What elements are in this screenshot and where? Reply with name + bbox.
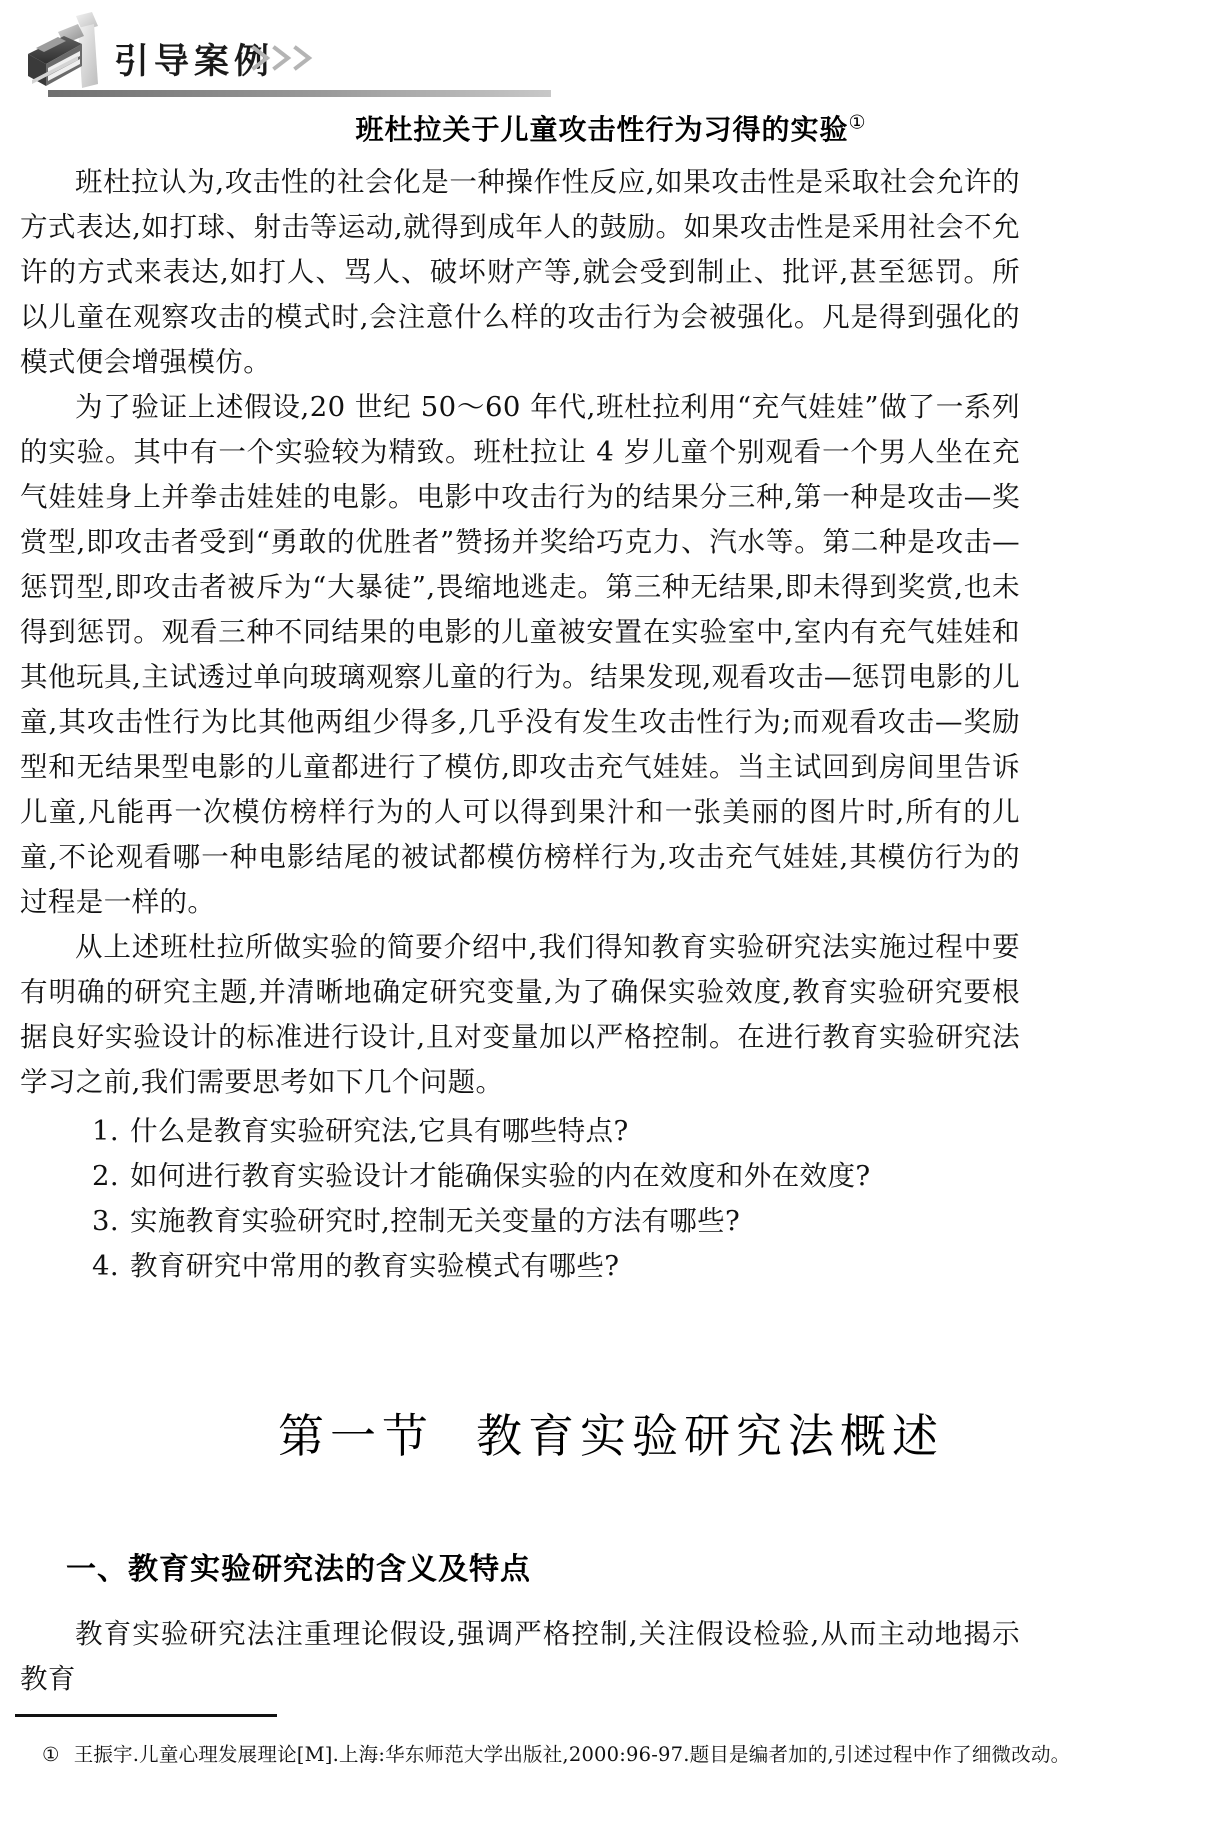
- footnote-divider: [15, 1714, 277, 1717]
- paragraph: 教育实验研究法注重理论假设,强调严格控制,关注假设检验,从而主动地揭示教育: [20, 1618, 1020, 1695]
- list-item-text: 什么是教育实验研究法,它具有哪些特点?: [130, 1115, 629, 1147]
- list-item: [20, 1154, 1020, 1199]
- list-item: [20, 1109, 1020, 1154]
- list-item-text: 教育研究中常用的教育实验模式有哪些?: [130, 1250, 620, 1282]
- page-title-text: 班杜拉关于儿童攻击性行为习得的实验: [355, 113, 849, 146]
- paragraph: 班杜拉认为,攻击性的社会化是一种操作性反应,如果攻击性是采取社会允许的方式表达,如打球、射击等运动,就得到成年人的鼓励。如果攻击性是采用社会不允许的方式来表达,如打人、骂人、破坏财产等,就会受到制止、批评,甚至惩罚。所以儿童在观察攻击的模式时,会注意什么样的攻击行为会被强化。凡是得到强化的模式便会增强模仿。: [20, 166, 1020, 378]
- paragraph: 为了验证上述假设,20 世纪 50～60 年代,班杜拉利用“充气娃娃”做了一系列的实验。其中有一个实验较为精致。班杜拉让 4 岁儿童个别观看一个男人坐在充气娃娃身上并拳击娃娃的电影。电影中攻击行为的结果分三种,第一种是攻击—奖赏型,即攻击者受到“勇敢的优胜者”赞扬并奖给巧克力、汽水等。第二种是攻击—惩罚型,即攻击者被斥为“大暴徒”,畏缩地逃走。第三种无结果,即未得到奖赏,也未得到惩罚。观看三种不同结果的电影的儿童被安置在实验室中,室内有充气娃娃和其他玩具,主试透过单向玻璃观察儿童的行为。结果发现,观看攻击—惩罚电影的儿童,其攻击性行为比其他两组少得多,几乎没有发生攻击性行为;而观看攻击—奖励型和无结果型电影的儿童都进行了模仿,即攻击充气娃娃。当主试回到房间里告诉儿童,凡能再一次模仿榜样行为的人可以得到果汁和一张美丽的图片时,所有的儿童,不论观看哪一种电影结尾的被试都模仿榜样行为,攻击充气娃娃,其模仿行为的过程是一样的。: [20, 391, 1020, 918]
- list-item: [20, 1199, 1020, 1244]
- banner-label: 引导案例: [114, 42, 275, 82]
- question-list: [20, 1109, 1020, 1289]
- body-content: [20, 160, 1020, 1289]
- title-footnote-marker: ①: [848, 111, 867, 134]
- list-item-number: 4.: [92, 1250, 120, 1282]
- list-item-number: 2.: [92, 1160, 120, 1192]
- list-item-text: 如何进行教育实验设计才能确保实验的内在效度和外在效度?: [130, 1160, 871, 1192]
- list-item-number: 1.: [92, 1115, 120, 1147]
- tail-content: [20, 1612, 1020, 1702]
- section-name: 教育实验研究法概述: [476, 1409, 944, 1463]
- footnote: [16, 1738, 1208, 1772]
- paragraph: 从上述班杜拉所做实验的简要介绍中,我们得知教育实验研究法实施过程中要有明确的研究主题,并清晰地确定研究变量,为了确保实验效度,教育实验研究要根据良好实验设计的标准进行设计,且对变量加以严格控制。在进行教育实验研究法学习之前,我们需要思考如下几个问题。: [20, 931, 1020, 1098]
- section-heading: [0, 1400, 1222, 1466]
- page-title: [0, 108, 1222, 148]
- list-item-number: 3.: [92, 1205, 120, 1237]
- footnote-marker: ①: [42, 1743, 60, 1766]
- section-number: 第一节: [278, 1409, 434, 1463]
- footnote-text: 王振宇.儿童心理发展理论[M].上海:华东师范大学出版社,2000:96-97.题目是编者加的,引述过程中作了细微改动。: [73, 1743, 1071, 1766]
- banner-rule: [48, 90, 551, 97]
- list-item: [20, 1244, 1020, 1289]
- subsection-heading: 一、教育实验研究法的含义及特点: [66, 1552, 531, 1587]
- guide-case-banner: [18, 8, 1204, 94]
- list-item-text: 实施教育实验研究时,控制无关变量的方法有哪些?: [130, 1205, 741, 1237]
- chevrons-right-icon: [250, 44, 324, 72]
